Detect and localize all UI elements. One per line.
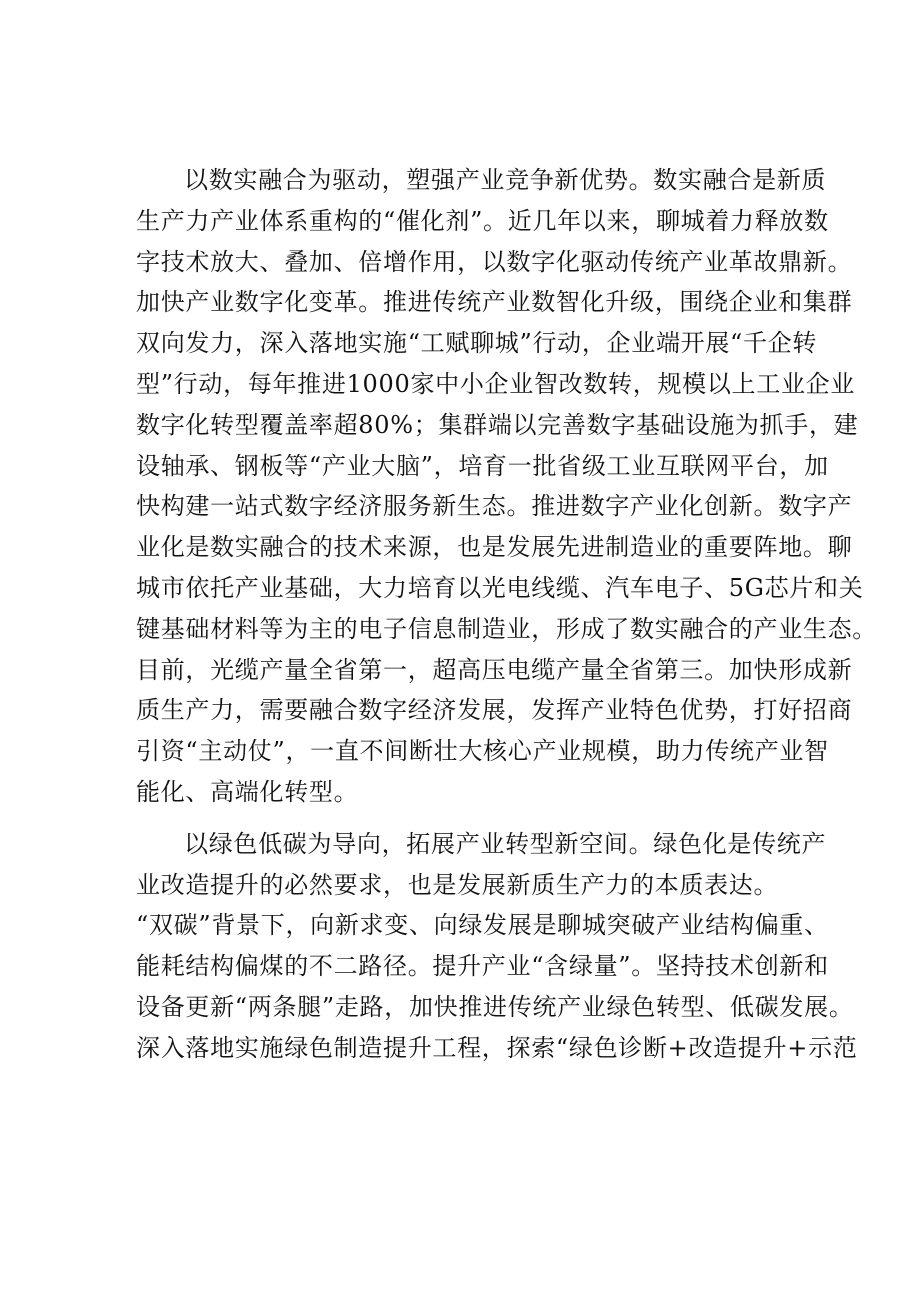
paragraph-line: 城市依托产业基础，大力培育以光电线缆、汽车电子、5G芯片和关	[136, 573, 864, 602]
paragraph-line: 生产力产业体系重构的“催化剂”。近几年以来，聊城着力释放数	[136, 206, 829, 235]
paragraph-line: 深入落地实施绿色制造提升工程，探索“绿色诊断+改造提升+示范	[136, 1033, 858, 1062]
paragraph-line: 快构建一站式数字经济服务新生态。推进数字产业化创新。数字产	[136, 492, 853, 521]
paragraph-line: 双向发力，深入落地实施“工赋聊城”行动，企业端开展“千企转	[136, 329, 818, 358]
paragraph-line: 业化是数实融合的技术来源，也是发展先进制造业的重要阵地。聊	[136, 533, 853, 562]
paragraph-line: 加快产业数字化变革。推进传统产业数智化升级，围绕企业和集群	[136, 288, 853, 317]
paragraph-line: “双碳”背景下，向新求变、向绿发展是聊城突破产业结构偏重、	[136, 911, 829, 940]
paragraph-line: 目前，光缆产量全省第一，超高压电缆产量全省第三。加快形成新	[136, 655, 853, 684]
paragraph-line: 设备更新“两条腿”走路，加快推进传统产业绿色转型、低碳发展。	[136, 992, 854, 1021]
paragraph-spacer	[136, 813, 800, 824]
paragraph-line: 能耗结构偏煤的不二路径。提升产业“含绿量”。坚持技术创新和	[136, 952, 829, 981]
document-body	[136, 160, 877, 1069]
paragraph-line: 键基础材料等为主的电子信息制造业，形成了数实融合的产业生态。	[136, 614, 877, 643]
paragraph-line: 能化、高端化转型。	[136, 777, 359, 806]
paragraph-line: 设轴承、钢板等“产业大脑”，培育一批省级工业互联网平台，加	[136, 451, 829, 480]
paragraph-line: 数字化转型覆盖率超80%；集群端以完善数字基础设施为抓手，建	[136, 410, 859, 439]
paragraph-line: 字技术放大、叠加、倍增作用，以数字化驱动传统产业革故鼎新。	[136, 247, 853, 276]
paragraph-line: 业改造提升的必然要求，也是发展新质生产力的本质表达。	[136, 870, 779, 899]
paragraph-line: 以数实融合为驱动，塑强产业竞争新优势。数实融合是新质	[184, 166, 827, 194]
paragraph-line: 型”行动，每年推进1000家中小企业智改数转，规模以上工业企业	[136, 369, 856, 398]
paragraph-line: 以绿色低碳为导向，拓展产业转型新空间。绿色化是传统产	[184, 829, 827, 858]
paragraph-digital-integration	[136, 160, 877, 813]
paragraph-green-transition	[136, 824, 858, 1069]
paragraph-line: 引资“主动仗”，一直不间断壮大核心产业规模，助力传统产业智	[136, 737, 829, 766]
paragraph-line: 质生产力，需要融合数字经济发展，发挥产业特色优势，打好招商	[136, 696, 853, 725]
